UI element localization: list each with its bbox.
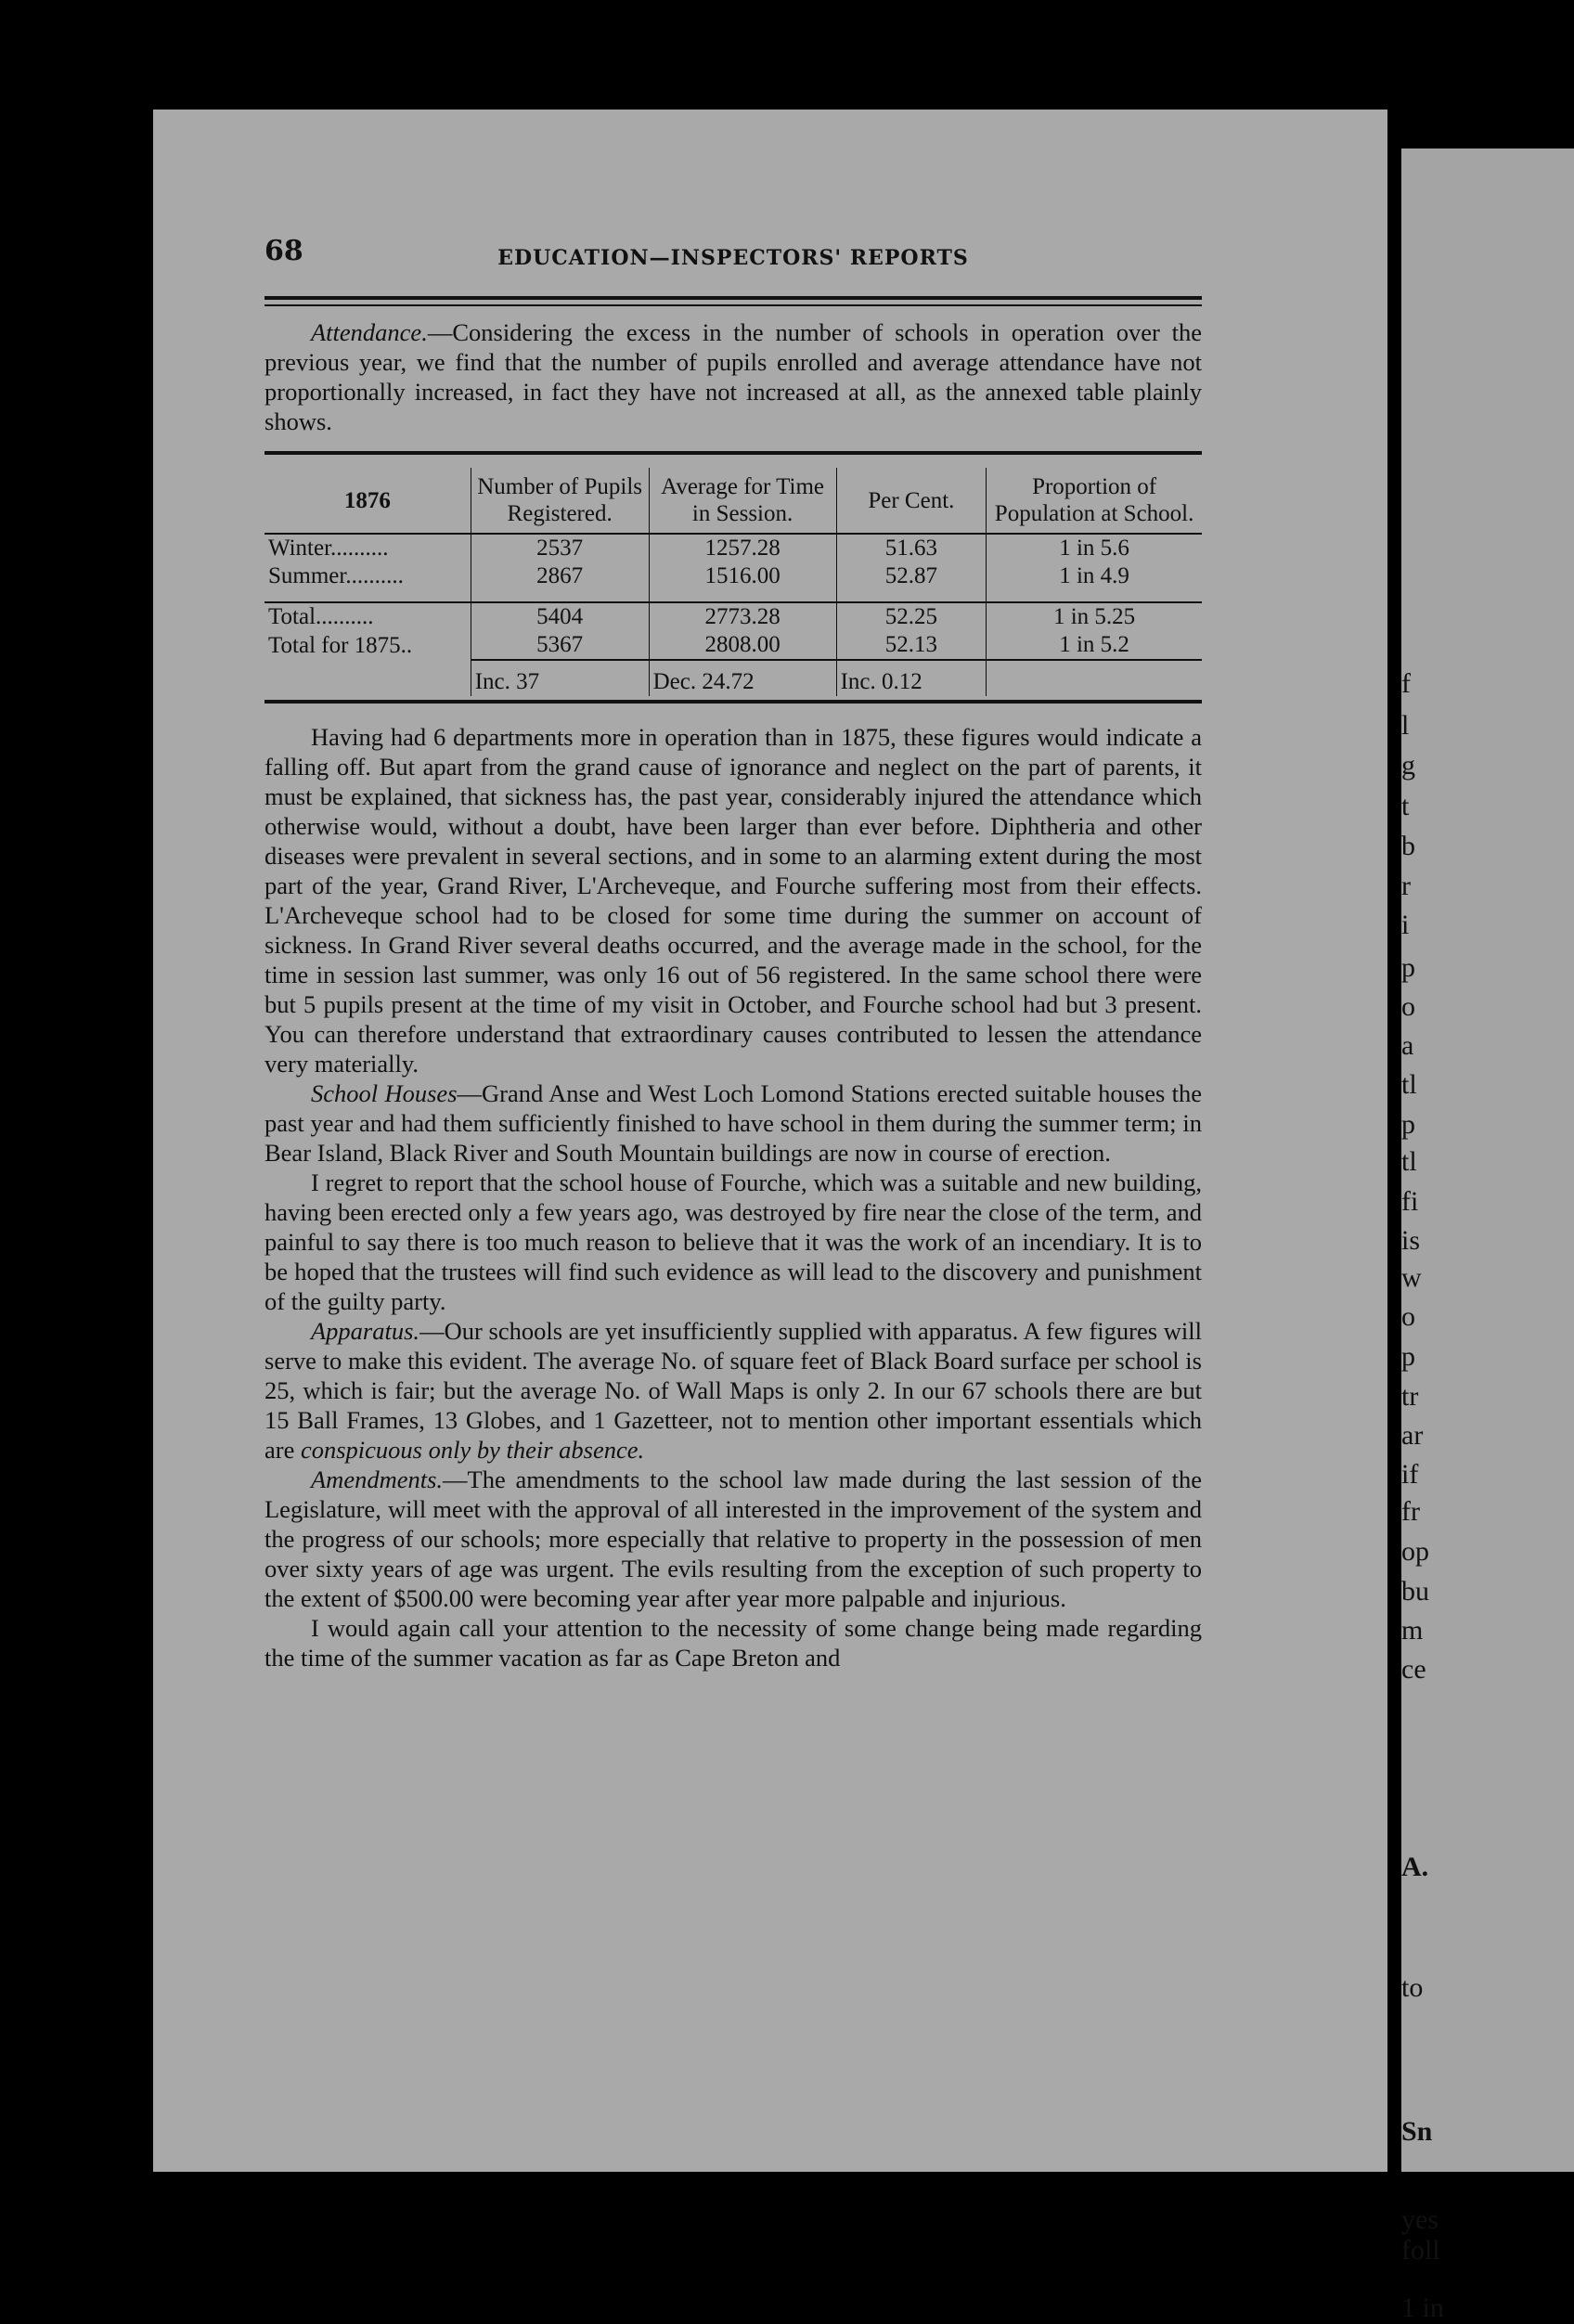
document-page <box>153 110 1387 2172</box>
facing-page-letter: fi <box>1401 1186 1419 1217</box>
running-title: EDUCATION—INSPECTORS' REPORTS <box>497 246 969 270</box>
table-cell: Total for 1875.. <box>268 632 413 658</box>
paragraph-text: —Our schools are yet insufficiently supplied with apparatus. A few figures will serve to make this evident. The average No. of square feet of Black Board surface per school is 25, which is fair; but the average No. of Wall Maps is only 2. In our 67 schools there are but 15 Ball Frames, 13 Globes, and 1 Gazetteer, not to mention other important essentials which are <box>264 1317 1202 1464</box>
facing-page-letter: a <box>1401 1030 1414 1061</box>
table-row <box>264 534 1202 562</box>
table-cell: Inc. 0.12 <box>836 660 987 696</box>
table-cell: 51.63 <box>836 534 987 562</box>
body-paragraph: Having had 6 departments more in operation than in 1875, these figures would indicate a falling off. But apart from the grand cause of ignorance and neglect on the part of parents, it must be explained, that sickness has, the past year, considerably injured the attendance which otherwise would, without a doubt, have been larger than ever before. Diphtheria and other diseases were prevalent in several sections, and in some to an alarming extent during the most part of the year, Grand River, L'Archeveque, and Fourche suffering most from their effects. L'Archeveque school had to be closed for some time during the summer on account of sickness. In Grand River several deaths occurred, and the average made in the school, for the time in session last summer, was only 16 out of 56 registered. In the same school there were but 5 pupils present at the time of my visit in October, and Fourche school had but 3 present. You can therefore understand that extraordinary causes contributed to lessen the attendance very materially. <box>264 723 1202 1078</box>
facing-page-letter: p <box>1401 952 1415 983</box>
table-cell: 5367 <box>471 631 649 660</box>
table-header-row <box>264 468 1202 534</box>
facing-page-letter: tl <box>1401 1069 1417 1100</box>
facing-page-letter: 1 in <box>1401 2292 1444 2323</box>
table-cell <box>264 660 471 696</box>
paragraph-text: —The amendments to the school law made during the last session of the Legislature, will meet with the approval of all interested in the improvement of the system and the progress of our schools; more especially that relative to property in the possession of men over sixty years of age was urgent. The evils resulting from the exception of such property to the extent of $500.00 were becoming year after year more palpable and injurious. <box>264 1465 1202 1612</box>
section-lead: Apparatus. <box>311 1317 420 1345</box>
facing-page-letter: Sn <box>1401 2116 1433 2147</box>
paragraph-text: —Considering the excess in the number of schools in operation over the previous year, we find that the number of pupils enrolled and average attendance have not proportionally increased, in fact they have not increased at all, as the annexed table plainly shows. <box>264 318 1202 435</box>
facing-page-letter: op <box>1401 1536 1429 1567</box>
table-row <box>264 562 1202 590</box>
table-year-header: 1876 <box>264 468 471 534</box>
table-cell: 1 in 5.6 <box>987 534 1202 562</box>
attendance-paragraph <box>264 317 1202 436</box>
facing-page-letter: p <box>1401 1109 1415 1140</box>
table-cell: 2537 <box>471 534 649 562</box>
facing-page-letter: g <box>1401 750 1415 781</box>
facing-page-letter: w <box>1401 1262 1422 1293</box>
section-lead: School Houses <box>311 1079 458 1107</box>
school-houses-paragraph <box>264 1078 1202 1168</box>
table-cell: 1 in 4.9 <box>987 562 1202 590</box>
table-cell: Total.......... <box>268 604 374 629</box>
facing-page-letter: if <box>1401 1459 1419 1490</box>
page-number: 68 <box>264 235 303 267</box>
facing-page-letter: t <box>1401 791 1410 821</box>
fourche-paragraph: I regret to report that the school house of Fourche, which was a suitable and new building, having been erected only a few years ago, was destroyed by fire near the close of the term, and painful to say there is too much reason to believe that it was the work of an incendiary. It is to be hoped that the trustees will find such evidence as will lead to the discovery and punishment of the guilty party. <box>264 1168 1202 1315</box>
table-cell <box>987 660 1202 696</box>
facing-page-letter: tr <box>1401 1381 1419 1412</box>
facing-page-letter: r <box>1401 871 1411 901</box>
table-cell: 2773.28 <box>649 602 836 631</box>
facing-page-letter: fr <box>1401 1496 1420 1527</box>
facing-page-letter: f <box>1401 668 1411 699</box>
facing-page-letter: to <box>1401 1972 1424 2003</box>
section-lead: Attendance. <box>311 318 428 346</box>
facing-page-letter: m <box>1401 1615 1424 1646</box>
table-column-header: Proportion of Population at School. <box>987 468 1202 534</box>
table-spacer <box>264 590 1202 602</box>
attendance-table <box>264 451 1202 704</box>
header-rule <box>264 296 1202 306</box>
apparatus-paragraph <box>264 1316 1202 1465</box>
page-content <box>264 235 1202 1672</box>
facing-page-letter: foll <box>1401 2235 1440 2266</box>
table-row <box>264 631 1202 660</box>
facing-page-letter: o <box>1401 991 1415 1022</box>
table-cell: 2808.00 <box>649 631 836 660</box>
facing-page-letter: bu <box>1401 1576 1429 1607</box>
table-cell: 1257.28 <box>649 534 836 562</box>
table-cell: 1 in 5.2 <box>987 631 1202 660</box>
amendments-paragraph <box>264 1465 1202 1613</box>
facing-page-letter: i <box>1401 910 1410 940</box>
facing-page-letter: ce <box>1401 1654 1426 1685</box>
table-cell: 52.13 <box>836 631 987 660</box>
table-cell: Summer.......... <box>268 563 404 588</box>
table-column-header: Average for Time in Session. <box>649 468 836 534</box>
table-row <box>264 602 1202 631</box>
table-cell: 52.25 <box>836 602 987 631</box>
table-cell: 2867 <box>471 562 649 590</box>
table-difference-row <box>264 660 1202 696</box>
paragraph-italic-tail: conspicuous only by their absence. <box>300 1436 645 1464</box>
facing-page-letter: yes <box>1401 2204 1439 2235</box>
table-cell: Winter.......... <box>268 536 389 561</box>
facing-page-letter: l <box>1401 710 1410 741</box>
table-cell: 52.87 <box>836 562 987 590</box>
table-cell: 1516.00 <box>649 562 836 590</box>
table-cell: Dec. 24.72 <box>649 660 836 696</box>
section-lead: Amendments. <box>311 1465 444 1493</box>
facing-page-letter: o <box>1401 1301 1415 1332</box>
facing-page-letter: tl <box>1401 1146 1417 1177</box>
paragraph-text: —Grand Anse and West Loch Lomond Stations erected suitable houses the past year and had them sufficiently finished to have school in them during the summer term; in Bear Island, Black River and South Mountain buildings are now in course of erection. <box>264 1079 1203 1167</box>
facing-page-letter: ar <box>1401 1420 1424 1451</box>
facing-page-fragment <box>1401 148 1574 2323</box>
table-column-header: Number of Pupils Registered. <box>471 468 649 534</box>
facing-page-letter: A. <box>1401 1852 1429 1882</box>
table-cell: Inc. 37 <box>471 660 649 696</box>
page-header <box>264 235 1202 290</box>
vacation-paragraph: I would again call your attention to the necessity of some change being made regarding the time of the summer vacation as far as Cape Breton and <box>264 1614 1202 1672</box>
facing-page-letter: is <box>1401 1225 1421 1256</box>
table-cell: 5404 <box>471 602 649 631</box>
facing-page-letter: b <box>1401 831 1415 861</box>
table-column-header: Per Cent. <box>836 468 987 534</box>
table-cell: 1 in 5.25 <box>987 602 1202 631</box>
facing-page-letter: p <box>1401 1341 1415 1372</box>
